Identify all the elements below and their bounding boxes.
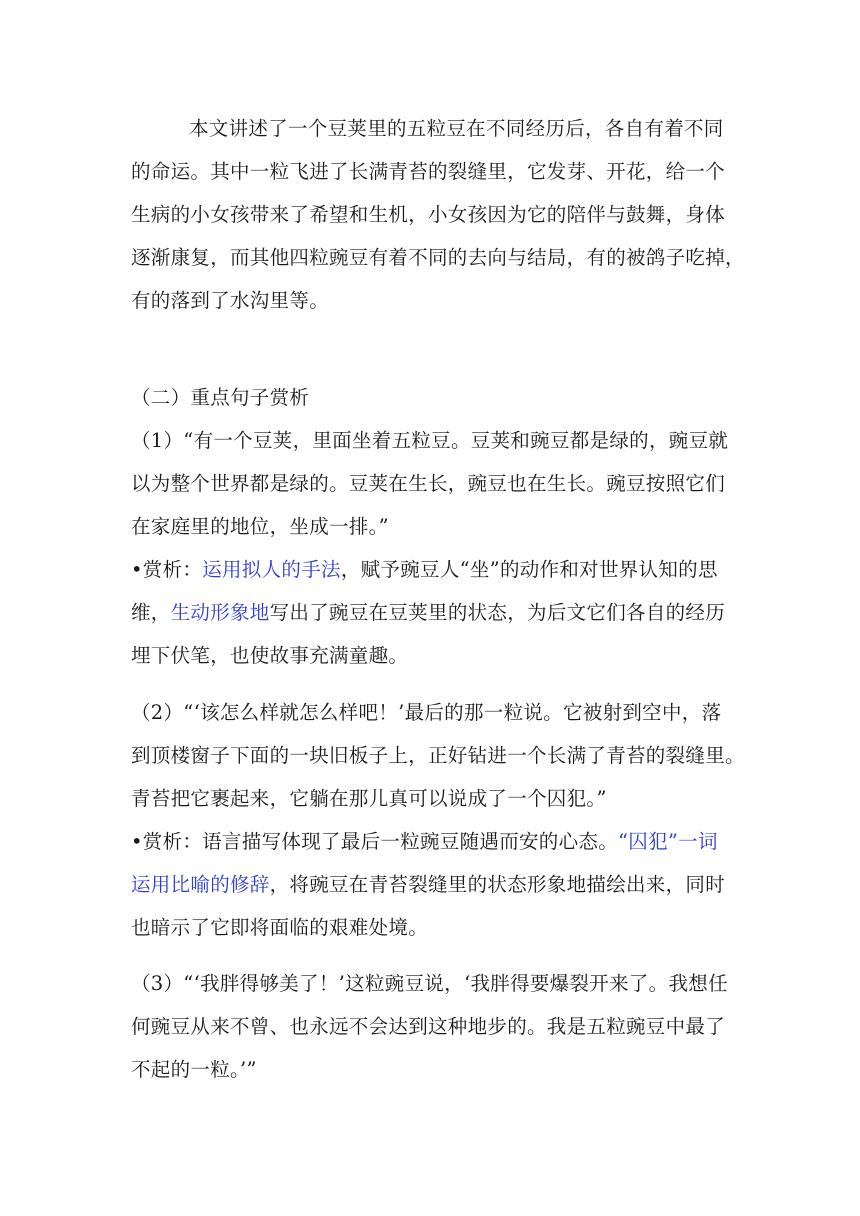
summary-line: 本文讲述了一个豆荚里的五粒豆在不同经历后，各自有着不同 <box>189 117 724 140</box>
analysis-line <box>131 591 731 634</box>
summary-line: 生病的小女孩带来了希望和生机，小女孩因为它的陪伴与鼓舞，身体 <box>131 203 726 226</box>
analysis-text: •赏析：语言描写体现了最后一粒豌豆随遇而安的心态。 <box>131 830 619 853</box>
quote-line: 何豌豆从来不曾、也永远不会达到这种地步的。我是五粒豌豆中最了 <box>131 1015 726 1038</box>
sentence-1 <box>131 419 731 677</box>
section-heading-block <box>131 376 731 419</box>
highlight-text: “囚犯”一词 <box>618 830 718 853</box>
sentence-3 <box>131 962 731 1091</box>
quote-line: （2）“‘该怎么样就怎么样吧！’最后的那一粒说。它被射到空中，落 <box>131 701 722 724</box>
analysis-text: 维， <box>131 601 171 624</box>
sentence-2 <box>131 691 745 949</box>
analysis-line <box>131 548 731 591</box>
quote-line: 青苔把它裹起来，它躺在那儿真可以说成了一个囚犯。” <box>131 787 607 810</box>
analysis-line <box>131 863 731 906</box>
analysis-label: •赏析： <box>131 558 203 581</box>
quote-line: （3）“‘我胖得够美了！’这粒豌豆说，‘我胖得要爆裂开来了。我想任 <box>131 972 728 995</box>
analysis-line: 也暗示了它即将面临的艰难处境。 <box>131 916 429 939</box>
quote-line: 不起的一粒。’” <box>131 1058 257 1081</box>
quote-line: 到顶楼窗子下面的一块旧板子上，正好钻进一个长满了青苔的裂缝里。 <box>131 744 745 767</box>
analysis-text: ，赋予豌豆人“坐”的动作和对世界认知的思 <box>340 558 718 581</box>
analysis-line: 埋下伏笔，也使故事充满童趣。 <box>131 644 409 667</box>
quote-line: 在家庭里的地位，坐成一排。” <box>131 515 389 538</box>
highlight-text: 生动形象地 <box>170 601 270 624</box>
summary-line: 有的落到了水沟里等。 <box>131 289 330 312</box>
highlight-text: 运用拟人的手法 <box>202 558 341 581</box>
highlight-text: 运用比喻的修辞 <box>131 873 270 896</box>
analysis-text: 写出了豌豆在豆荚里的状态，为后文它们各自的经历 <box>269 601 726 624</box>
summary-line: 逐渐康复，而其他四粒豌豆有着不同的去向与结局，有的被鸽子吃掉， <box>131 246 745 269</box>
summary-paragraph <box>131 107 745 322</box>
quote-line: （1）“有一个豆荚，里面坐着五粒豆。豆荚和豌豆都是绿的，豌豆就 <box>131 429 729 452</box>
analysis-text: ，将豌豆在青苔裂缝里的状态形象地描绘出来，同时 <box>269 873 726 896</box>
summary-line: 的命运。其中一粒飞进了长满青苔的裂缝里，它发芽、开花，给一个 <box>131 160 726 183</box>
analysis-line <box>131 820 731 863</box>
section-heading: （二）重点句子赏析 <box>131 386 310 409</box>
quote-line: 以为整个世界都是绿的。豆荚在生长，豌豆也在生长。豌豆按照它们 <box>131 472 726 495</box>
